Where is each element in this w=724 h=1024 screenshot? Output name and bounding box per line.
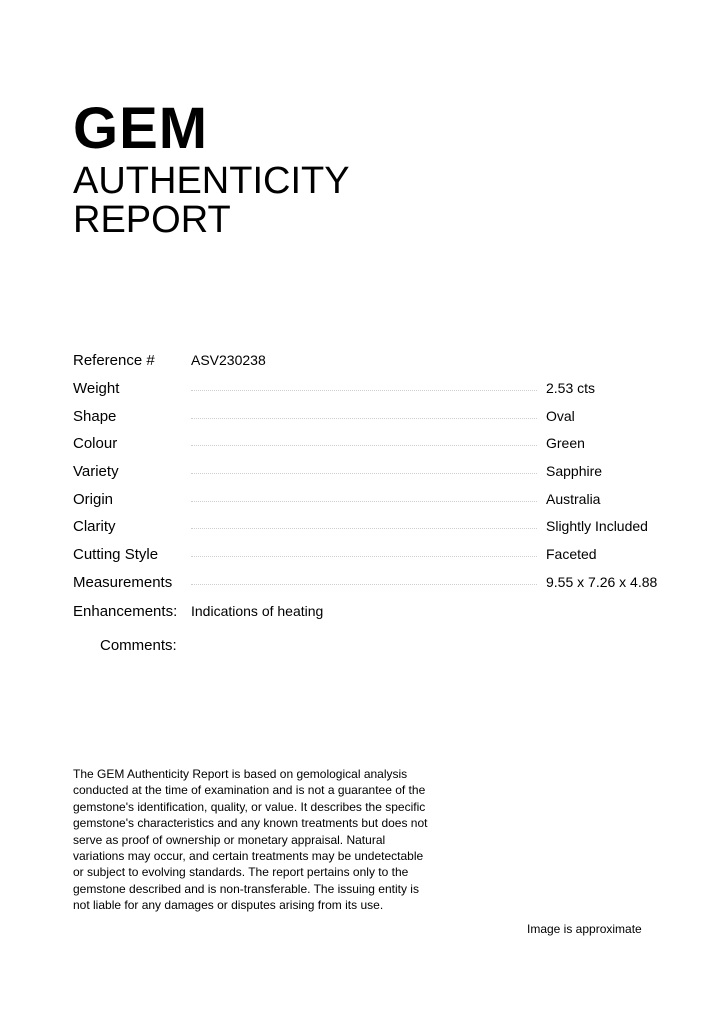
spec-row-colour <box>73 431 673 459</box>
comments-label: Comments: <box>100 637 177 654</box>
spec-label: Weight <box>73 380 120 397</box>
spec-row-shape <box>73 404 673 432</box>
reference-value: ASV230238 <box>191 352 266 368</box>
disclaimer-line: conducted at the time of examination and is not a guarantee of the <box>73 783 426 798</box>
disclaimer-line: gemstone's identification, quality, or value. It describes the specific <box>73 799 426 814</box>
dotted-leader <box>191 584 537 585</box>
spec-value: Slightly Included <box>546 518 648 535</box>
spec-value: Australia <box>546 490 601 507</box>
disclaimer-line: gemstone's characteristics and any known treatments but does not <box>73 816 428 831</box>
spec-row-variety <box>73 459 673 487</box>
spec-row-cutting-style <box>73 542 673 570</box>
spec-label: Cutting Style <box>73 546 159 564</box>
disclaimer-line: serve as proof of ownership or monetary appraisal. Natural <box>73 832 386 847</box>
enhancements-value: Indications of heating <box>191 603 324 619</box>
enhancements-label: Enhancements: <box>73 603 178 620</box>
disclaimer-line: variations may occur, and certain treatments may be undetectable <box>73 849 424 864</box>
disclaimer-line: gemstone described and is non-transferable. The issuing entity is <box>73 881 419 896</box>
disclaimer-line: The GEM Authenticity Report is based on gemological analysis <box>73 767 408 781</box>
report-subtitle <box>73 162 350 240</box>
spec-label: Measurements <box>73 573 173 591</box>
spec-value: 2.53 cts <box>546 380 596 396</box>
spec-value: Green <box>546 435 585 452</box>
spec-row-weight <box>73 376 673 404</box>
spec-value: Faceted <box>546 546 597 563</box>
report-subtitle-line-1: AUTHENTICITY <box>73 160 350 202</box>
spec-row-origin <box>73 487 673 515</box>
spec-label: Variety <box>73 463 119 481</box>
report-title-gem: GEM <box>73 96 209 161</box>
spec-label: Shape <box>73 407 117 425</box>
spec-label: Colour <box>73 435 118 453</box>
disclaimer-line: not liable for any damages or disputes arising from its use. <box>73 898 384 913</box>
spec-value: Oval <box>546 407 575 424</box>
dotted-leader <box>191 473 537 474</box>
dotted-leader <box>191 418 537 419</box>
disclaimer-text <box>73 766 443 914</box>
spec-value: 9.55 x 7.26 x 4.88 <box>546 573 658 590</box>
dotted-leader <box>191 528 537 529</box>
dotted-leader <box>191 390 537 391</box>
report-subtitle-line-2: REPORT <box>73 199 231 241</box>
spec-row-measurements <box>73 570 673 598</box>
image-approximate-note: Image is approximate <box>527 922 642 936</box>
dotted-leader <box>191 556 537 557</box>
reference-label: Reference # <box>73 352 155 369</box>
spec-label: Clarity <box>73 518 116 536</box>
spec-label: Origin <box>73 490 114 508</box>
dotted-leader <box>191 445 537 446</box>
disclaimer-line: or subject to evolving standards. The report pertains only to the <box>73 865 409 880</box>
dotted-leader <box>191 501 537 502</box>
specification-list <box>73 376 673 598</box>
spec-row-clarity <box>73 514 673 542</box>
spec-value: Sapphire <box>546 463 603 480</box>
